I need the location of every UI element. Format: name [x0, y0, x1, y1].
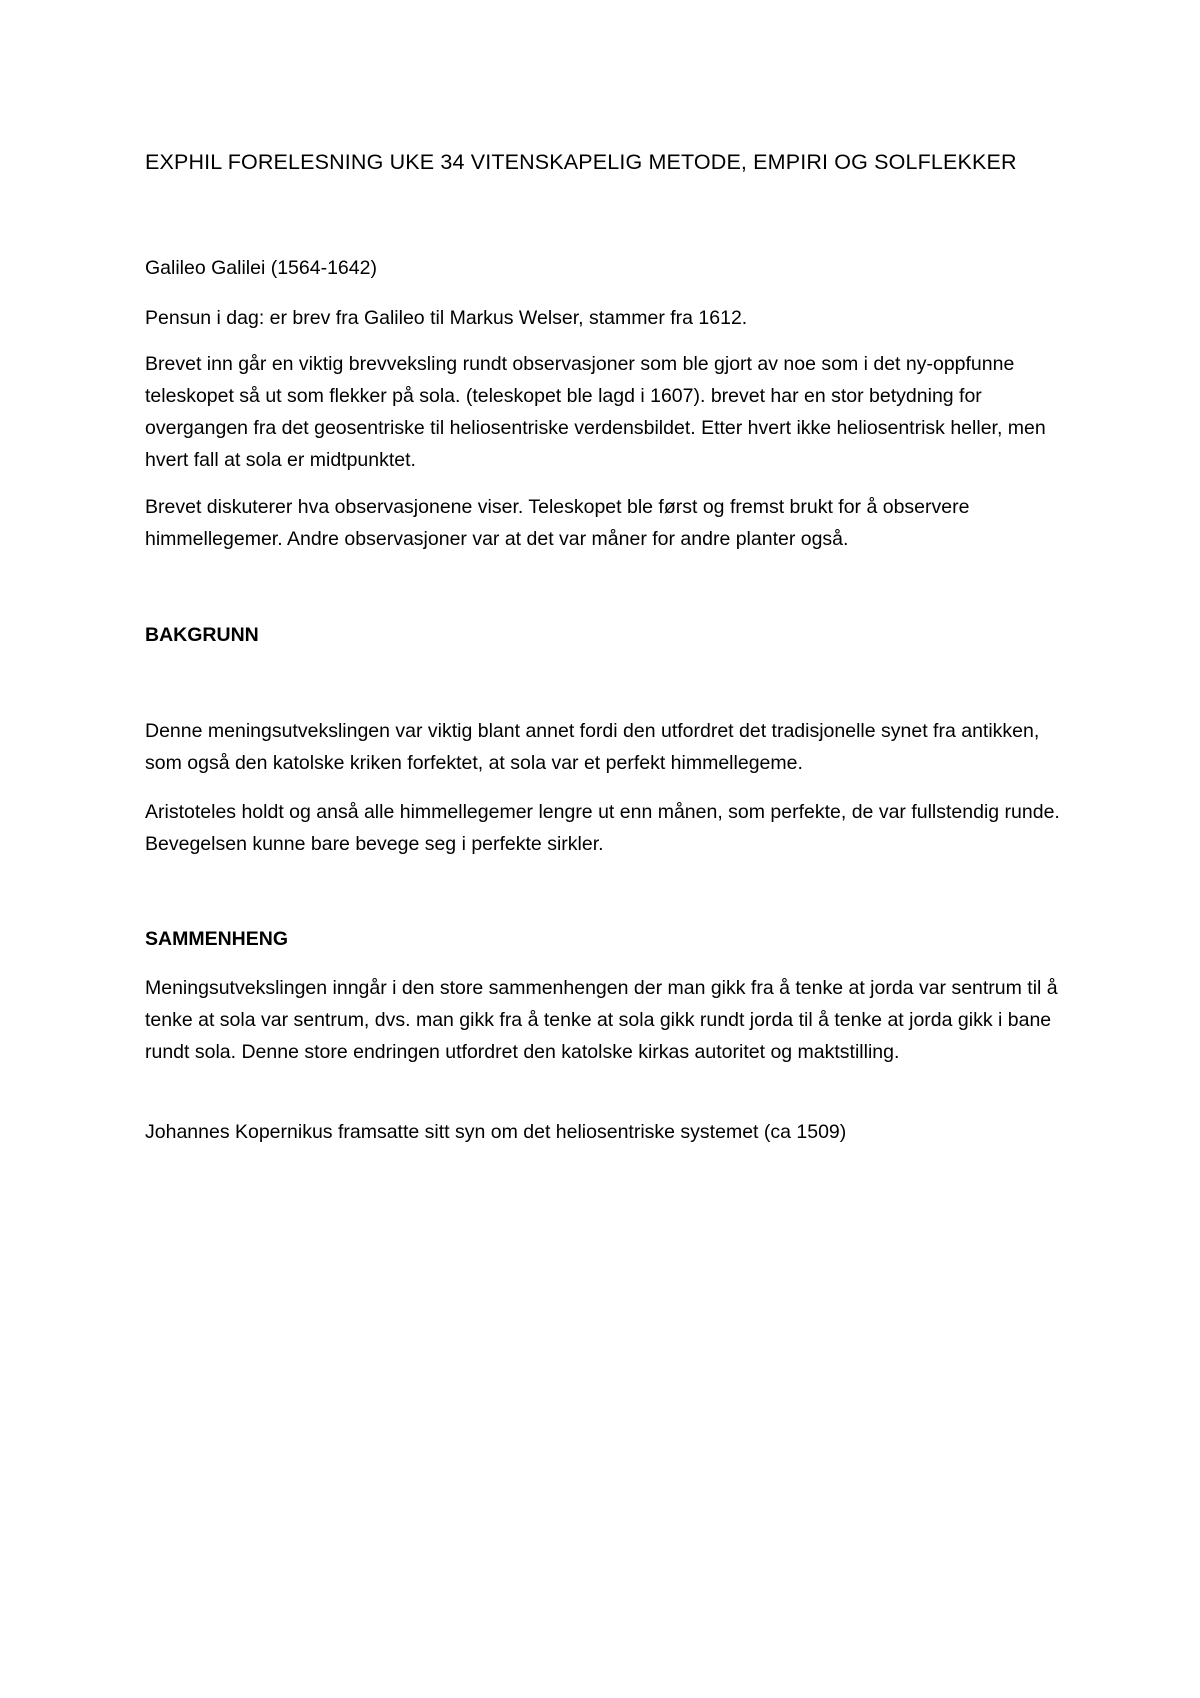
- bakgrunn-heading: BAKGRUNN: [145, 624, 259, 646]
- bakgrunn-paragraph-1: Denne meningsutvekslingen var viktig blant annet fordi den utfordret det tradisjonelle synet fra antikken, som også den katolske kriken forfektet, at sola var et perfekt himmellegeme.: [145, 720, 1040, 774]
- sammenheng-paragraph-2: Johannes Kopernikus framsatte sitt syn om det heliosentriske systemet (ca 1509): [145, 1121, 847, 1143]
- bakgrunn-paragraph-2: Aristoteles holdt og anså alle himmellegemer lengre ut enn månen, som perfekte, de var fullstendig runde. Bevegelsen kunne bare bevege seg i perfekte sirkler.: [145, 801, 1060, 855]
- document-title: EXPHIL FORELESNING UKE 34 VITENSKAPELIG METODE, EMPIRI OG SOLFLEKKER: [145, 150, 1017, 174]
- sammenheng-heading: SAMMENHENG: [145, 928, 289, 950]
- galileo-name-dates: Galileo Galilei (1564-1642): [145, 257, 377, 279]
- letter-discussion-paragraph: Brevet diskuterer hva observasjonene viser. Teleskopet ble først og fremst brukt for å observere himmellegemer. Andre observasjoner var at det var måner for andre planter også.: [145, 496, 970, 550]
- pensum-paragraph: Pensun i dag: er brev fra Galileo til Markus Welser, stammer fra 1612.: [145, 307, 748, 329]
- sammenheng-paragraph-1: Meningsutvekslingen inngår i den store sammenhengen der man gikk fra å tenke at jorda var sentrum til å tenke at sola var sentrum, dvs. man gikk fra å tenke at sola gikk rundt jorda til å tenke at jorda gikk i bane rundt sola. Denne store endringen utfordret den katolske kirkas autoritet og maktstilling.: [145, 977, 1058, 1063]
- letter-context-paragraph: Brevet inn går en viktig brevveksling rundt observasjoner som ble gjort av noe som i det ny-oppfunne teleskopet så ut som flekker på sola. (teleskopet ble lagd i 1607). brevet har en stor betydning for overgangen fra det geosentriske til heliosentriske verdensbildet. Etter hvert ikke heliosentrisk heller, men hvert fall at sola er midtpunktet.: [145, 353, 1046, 471]
